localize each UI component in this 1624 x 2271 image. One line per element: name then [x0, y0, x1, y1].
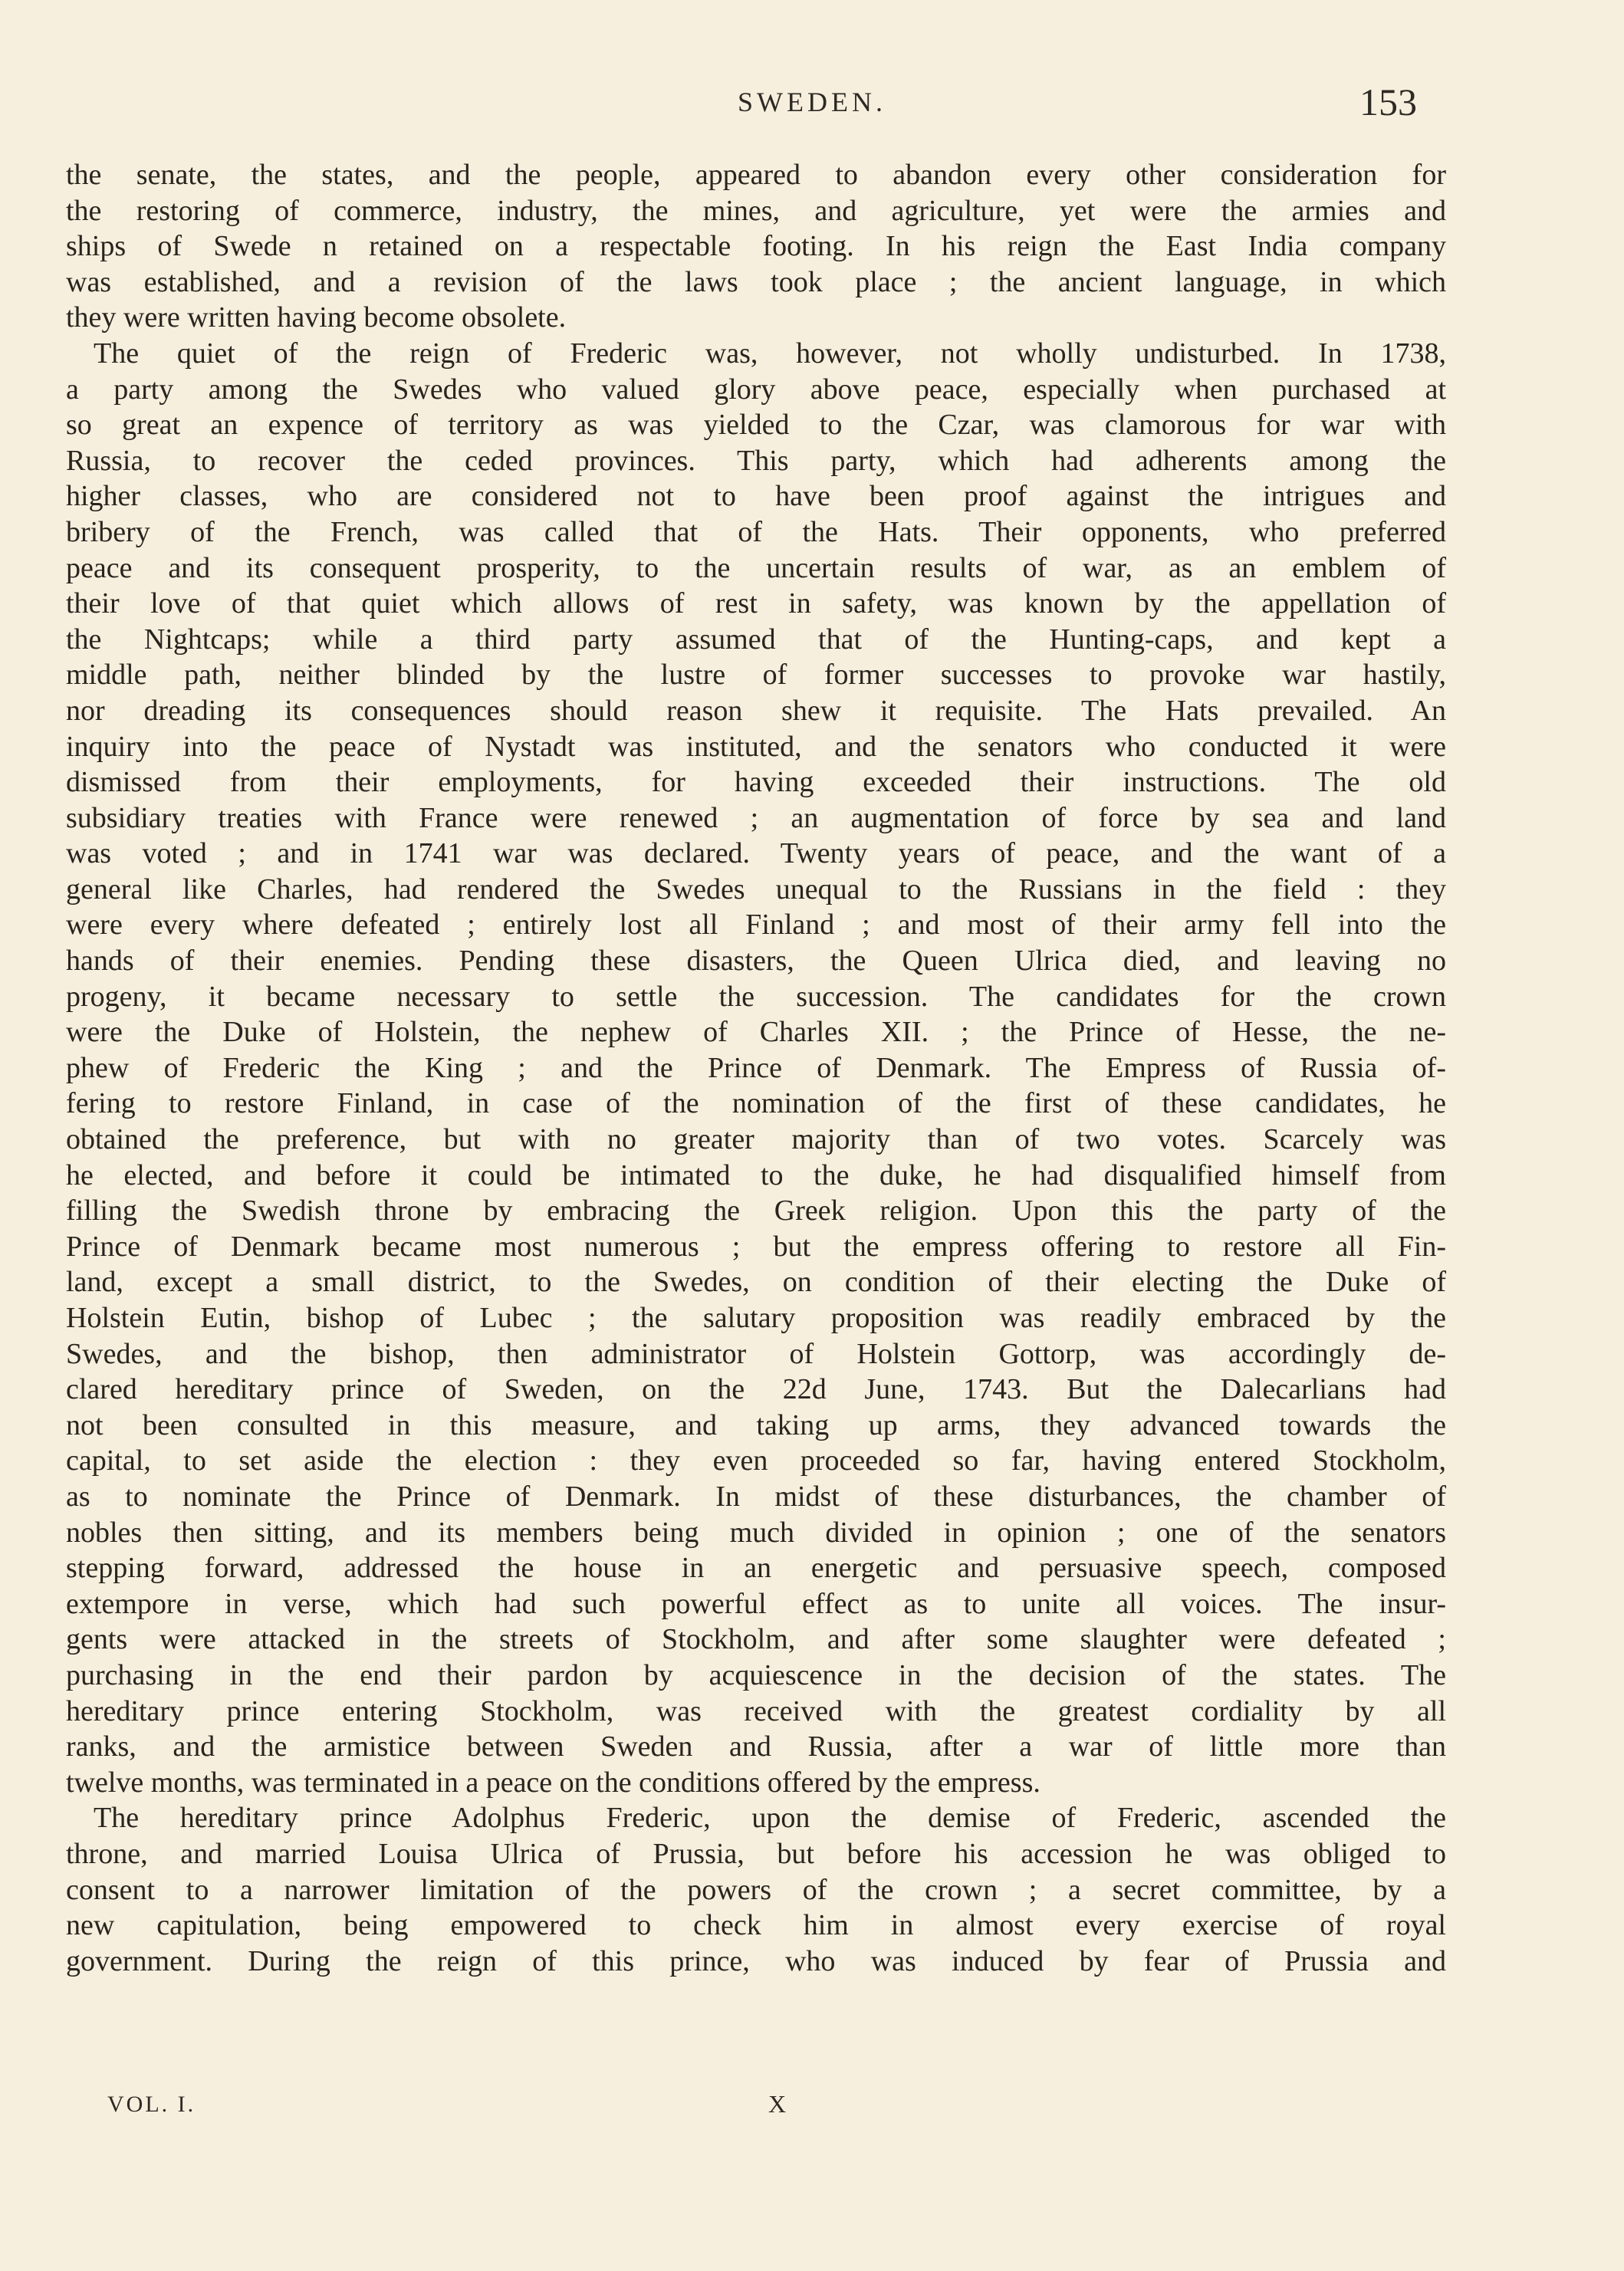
text-line: capital, to set aside the election : they even proceeded so far, having entered Stockholm, — [66, 1444, 1446, 1477]
text-line: higher classes, who are considered not to have been proof against the intrigues and — [66, 480, 1446, 513]
text-line: land, except a small district, to the Swedes, on condition of their electing the Duke of — [66, 1266, 1446, 1299]
text-line: ships of Swede n retained on a respectable footing. In his reign the East India company — [66, 230, 1446, 263]
text-line: was voted ; and in 1741 war was declared. Twenty years of peace, and the want of a — [66, 837, 1446, 870]
signature-mark: X — [768, 2090, 787, 2118]
text-line: The quiet of the reign of Frederic was, however, not wholly undisturbed. In 1738, — [94, 337, 1446, 370]
text-line: extempore in verse, which had such powerful effect as to unite all voices. The insur- — [66, 1587, 1446, 1620]
text-line: bribery of the French, was called that of the Hats. Their opponents, who preferred — [66, 515, 1446, 548]
text-line: purchasing in the end their pardon by acquiescence in the decision of the states. The — [66, 1658, 1446, 1691]
text-line: clared hereditary prince of Sweden, on the 22d June, 1743. But the Dalecarlians had — [66, 1373, 1446, 1406]
text-line: was established, and a revision of the laws took place ; the ancient language, in which — [66, 265, 1446, 298]
text-line: nobles then sitting, and its members being much divided in opinion ; one of the senators — [66, 1516, 1446, 1549]
body-text — [66, 157, 1446, 1979]
text-line: Holstein Eutin, bishop of Lubec ; the salutary proposition was readily embraced by the — [66, 1302, 1446, 1334]
text-line: stepping forward, addressed the house in an energetic and persuasive speech, composed — [66, 1552, 1446, 1585]
text-line: obtained the preference, but with no greater majority than of two votes. Scarcely was — [66, 1123, 1446, 1156]
text-line: he elected, and before it could be intimated to the duke, he had disqualified himself from — [66, 1159, 1446, 1191]
text-line: The hereditary prince Adolphus Frederic, upon the demise of Frederic, ascended the — [94, 1802, 1446, 1835]
text-line: hands of their enemies. Pending these disasters, the Queen Ulrica died, and leaving no — [66, 945, 1446, 978]
text-line: general like Charles, had rendered the Swedes unequal to the Russians in the field : they — [66, 873, 1446, 905]
text-line: they were written having become obsolete. — [66, 301, 567, 334]
text-line: new capitulation, being empowered to check him in almost every exercise of royal — [66, 1909, 1446, 1942]
text-line: the Nightcaps; while a third party assumed that of the Hunting-caps, and kept a — [66, 623, 1446, 656]
text-line: Russia, to recover the ceded provinces. This party, which had adherents among the — [66, 444, 1446, 477]
text-line: not been consulted in this measure, and taking up arms, they advanced towards the — [66, 1408, 1446, 1441]
text-line: gents were attacked in the streets of Stockholm, and after some slaughter were defeated ; — [66, 1623, 1446, 1656]
text-line: a party among the Swedes who valued glory above peace, especially when purchased at — [66, 373, 1446, 406]
text-line: fering to restore Finland, in case of the nomination of the first of these candidates, he — [66, 1087, 1446, 1120]
text-line: Swedes, and the bishop, then administrator of Holstein Gottorp, was accordingly de- — [66, 1337, 1446, 1370]
text-line: dismissed from their employments, for having exceeded their instructions. The old — [66, 766, 1446, 799]
text-line: consent to a narrower limitation of the powers of the crown ; a secret committee, by a — [66, 1873, 1446, 1906]
volume-label: VOL. I. — [107, 2092, 196, 2117]
text-line: progeny, it became necessary to settle the succession. The candidates for the crown — [66, 980, 1446, 1013]
text-line: nor dreading its consequences should reason shew it requisite. The Hats prevailed. An — [66, 694, 1446, 727]
text-line: middle path, neither blinded by the lustre of former successes to provoke war hastily, — [66, 659, 1446, 692]
text-line: peace and its consequent prosperity, to the uncertain results of war, as an emblem of — [66, 551, 1446, 584]
running-title: SWEDEN. — [738, 87, 886, 117]
text-line: inquiry into the peace of Nystadt was instituted, and the senators who conducted it were — [66, 730, 1446, 763]
text-line: the restoring of commerce, industry, the mines, and agriculture, yet were the armies and — [66, 194, 1446, 227]
text-line: filling the Swedish throne by embracing the Greek religion. Upon this the party of the — [66, 1195, 1446, 1228]
text-line: subsidiary treaties with France were renewed ; an augmentation of force by sea and land — [66, 801, 1446, 834]
text-line: Prince of Denmark became most numerous ; but the empress offering to restore all Fin- — [66, 1230, 1446, 1263]
text-line: the senate, the states, and the people, appeared to abandon every other consideration for — [66, 159, 1446, 191]
text-line: their love of that quiet which allows of rest in safety, was known by the appellation of — [66, 587, 1446, 620]
text-line: ranks, and the armistice between Sweden and Russia, after a war of little more than — [66, 1730, 1446, 1763]
text-line: hereditary prince entering Stockholm, was received with the greatest cordiality by all — [66, 1694, 1446, 1727]
text-line: were every where defeated ; entirely lost all Finland ; and most of their army fell into the — [66, 909, 1446, 942]
text-line: phew of Frederic the King ; and the Prince of Denmark. The Empress of Russia of- — [66, 1051, 1446, 1084]
text-line: throne, and married Louisa Ulrica of Prussia, but before his accession he was obliged to — [66, 1837, 1446, 1870]
text-line: so great an expence of territory as was yielded to the Czar, was clamorous for war with — [66, 409, 1446, 442]
text-line: government. During the reign of this prince, who was induced by fear of Prussia and — [66, 1944, 1446, 1977]
text-line: as to nominate the Prince of Denmark. In midst of these disturbances, the chamber of — [66, 1480, 1446, 1513]
text-line: were the Duke of Holstein, the nephew of Charles XII. ; the Prince of Hesse, the ne- — [66, 1016, 1446, 1049]
text-line: twelve months, was terminated in a peace on the conditions offered by the empress. — [66, 1766, 1040, 1799]
page-number: 153 — [1359, 81, 1417, 123]
